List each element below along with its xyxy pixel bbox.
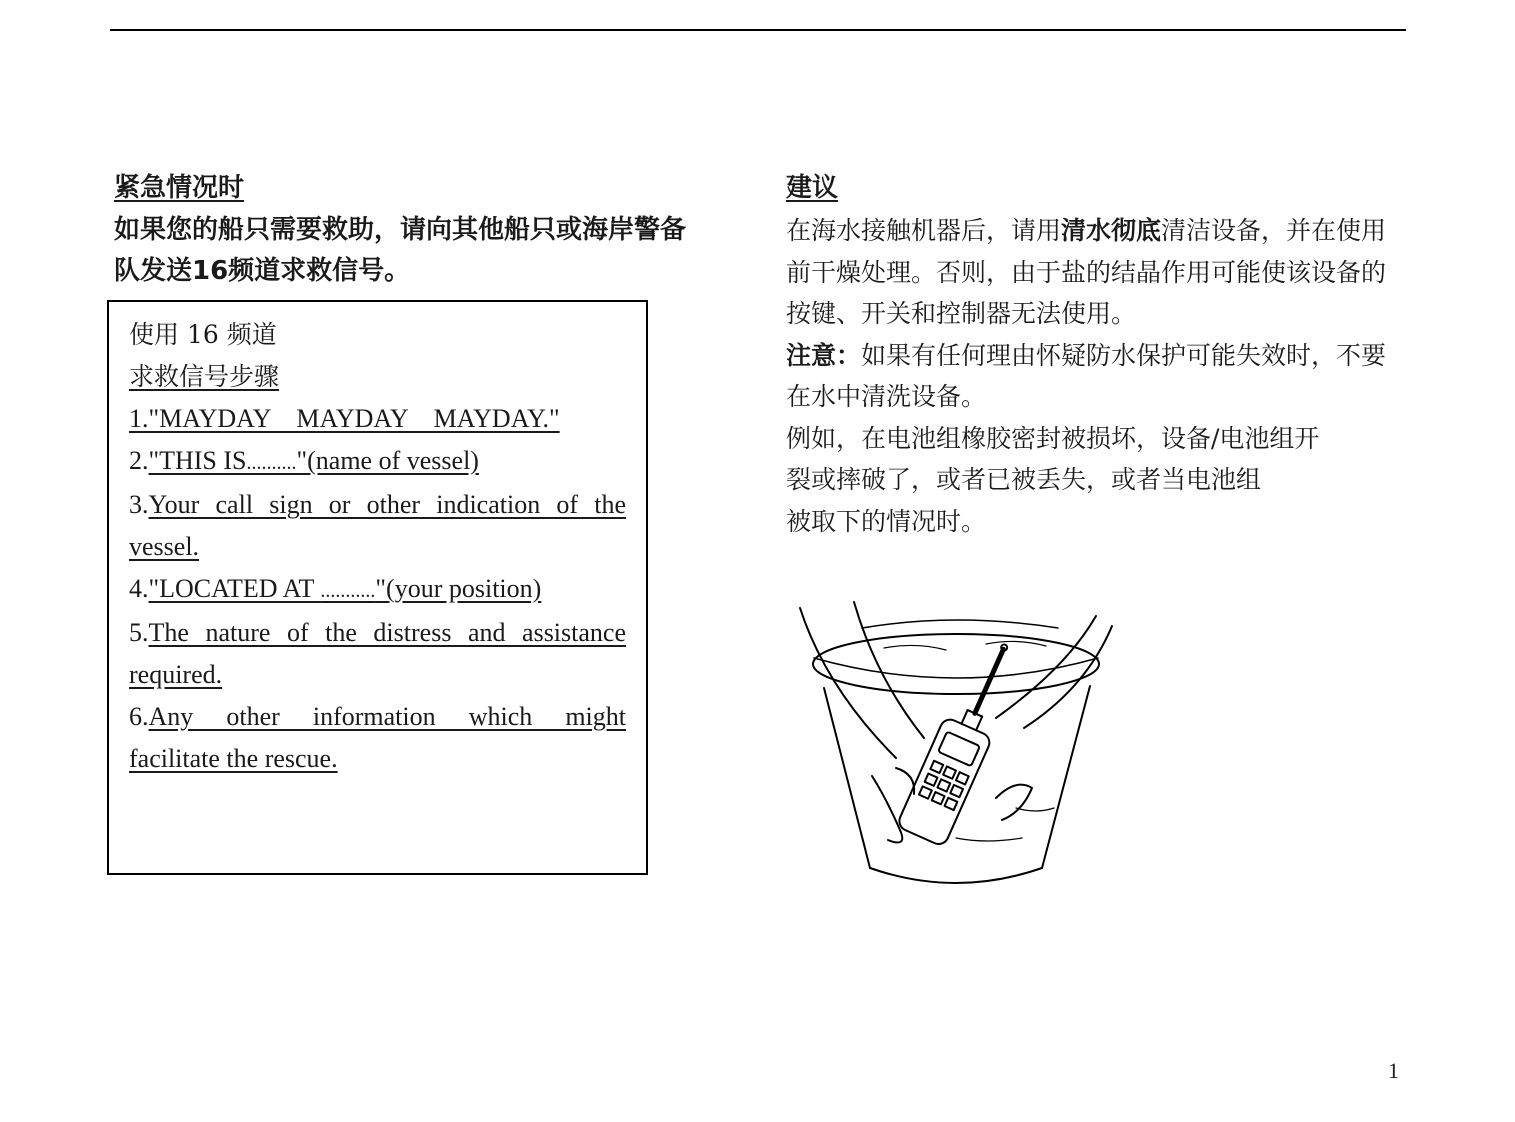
- step-5-line1: [129, 612, 626, 654]
- note-label: 注意：: [786, 340, 862, 370]
- step-1: 1."MAYDAY MAYDAY MAYDAY.": [129, 404, 560, 433]
- step-3-number: 3.: [129, 490, 149, 519]
- step-2-dots: ..........: [246, 452, 297, 474]
- top-rule: [110, 29, 1406, 31]
- right-arm: [1024, 626, 1112, 728]
- step-2-text-a: "THIS IS: [148, 446, 247, 475]
- advice-paragraph: [786, 210, 1406, 335]
- advice-text-bold: 清水彻底: [1061, 216, 1162, 245]
- distress-procedure-box: [107, 300, 648, 875]
- page-number: 1: [1388, 1058, 1399, 1083]
- step-5-number: 5.: [129, 618, 149, 647]
- emergency-intro-line2: 队发送16频道求救信号。: [114, 256, 411, 286]
- step-6-text-a: Any other information which might: [148, 702, 626, 731]
- example-line-3: 被取下的情况时。: [786, 506, 987, 536]
- advice-text-a: 在海水接触机器后，请用: [786, 216, 1062, 245]
- example-line-1: 例如，在电池组橡胶密封被损坏，设备/电池组开: [786, 423, 1320, 453]
- emergency-intro: [114, 210, 734, 292]
- step-5-text-a: The nature of the distress and assistance: [148, 618, 626, 647]
- step-3-line2: vessel.: [129, 532, 200, 561]
- step-3-text-a: Your call sign or other indication of the: [148, 490, 626, 519]
- step-4-number: 4.: [129, 574, 149, 603]
- emergency-intro-line1: 如果您的船只需要救助，请向其他船只或海岸警备: [114, 215, 687, 245]
- left-hand: [872, 776, 902, 842]
- bucket-rim: [813, 634, 1099, 694]
- example-paragraph: [786, 418, 1406, 543]
- advice-section: [786, 170, 1406, 542]
- emergency-section: [114, 170, 744, 292]
- bucket-left-wall: [824, 688, 870, 868]
- step-2: [129, 440, 626, 484]
- step-6-number: 6.: [129, 702, 149, 731]
- bucket-bottom: [870, 868, 1042, 883]
- note-paragraph: [786, 335, 1406, 418]
- step-4: [129, 568, 626, 612]
- note-text: 如果有任何理由怀疑防水保护可能失效时，不要在水中清洗设备。: [786, 340, 1387, 411]
- step-6-line1: [129, 696, 626, 738]
- emergency-heading: 紧急情况时: [114, 173, 245, 203]
- right-hand: [996, 785, 1032, 820]
- step-4-dots: ...........: [320, 580, 376, 602]
- step-4-text: [149, 574, 542, 603]
- step-2-number: 2.: [129, 446, 149, 475]
- washing-radio-illustration: [796, 598, 1120, 894]
- step-4-text-b: "(your position): [375, 574, 542, 603]
- box-subtitle: 求救信号步骤: [129, 362, 280, 391]
- step-3-line1: [129, 484, 626, 526]
- advice-heading: 建议: [786, 173, 839, 203]
- step-2-text-b: "(name of vessel): [296, 446, 479, 475]
- step-6-line2: facilitate the rescue.: [129, 744, 338, 773]
- bucket-right-wall: [1042, 686, 1090, 868]
- box-title: 使用 16 频道: [129, 320, 277, 349]
- example-line-2: 裂或摔破了，或者已被丢失，或者当电池组: [786, 465, 1262, 494]
- advice-text-b: 清洁设备，并在使用前干燥处理。否则，由于盐的结晶作用可能使该设备的按键、开关和控制器无法使用。: [786, 216, 1387, 328]
- step-4-text-a: "LOCATED AT: [148, 574, 321, 603]
- step-5-line2: required.: [129, 660, 223, 689]
- step-2-text: [149, 446, 479, 475]
